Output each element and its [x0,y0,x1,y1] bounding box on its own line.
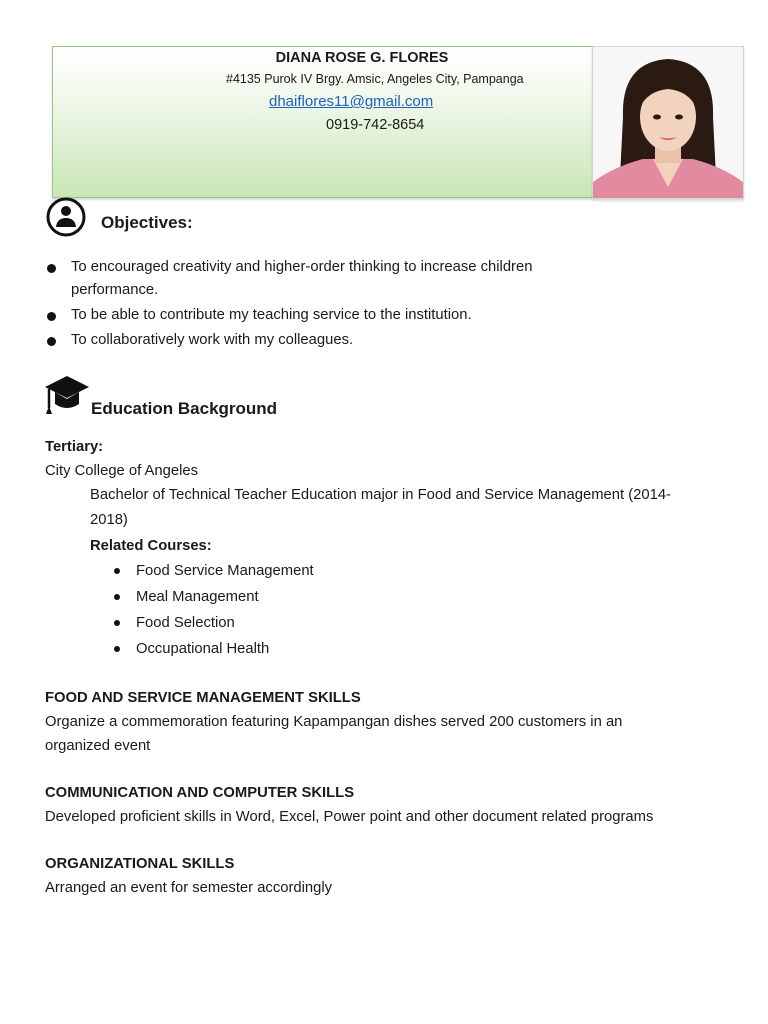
applicant-name: DIANA ROSE G. FLORES [275,50,449,66]
list-item [45,304,605,327]
list-item [112,636,314,662]
degree-line: Bachelor of Technical Teacher Education major in Food and Service Management (2014- [90,487,671,503]
skill-description: organized event [45,738,151,754]
applicant-email-link[interactable]: dhaiflores11@gmail.com [269,93,434,110]
courses-label: Related Courses: [90,538,212,554]
bullet-icon [114,646,120,652]
education-level: Tertiary: [45,439,104,455]
course-name: Food Selection [136,615,235,631]
list-item [112,584,314,610]
bullet-icon [47,337,56,346]
skill-description: Organize a commemoration featuring Kapampangan dishes served 200 customers in an [45,714,623,730]
profile-photo [592,46,744,199]
bullet-icon [114,568,120,574]
objective-text: To be able to contribute my teaching service to the institution. [71,307,472,323]
courses-list [112,558,314,662]
objective-text: performance. [71,282,159,298]
user-circle-icon [45,196,87,243]
bullet-icon [114,594,120,600]
education-heading: Education Background [91,399,278,418]
bullet-icon [47,264,56,273]
skill-heading: COMMUNICATION AND COMPUTER SKILLS [45,785,355,801]
objective-text: To encouraged creativity and higher-order thinking to increase children [71,259,533,275]
school-name: City College of Angeles [45,463,198,479]
course-name: Meal Management [136,589,259,605]
skill-description: Developed proficient skills in Word, Excel, Power point and other document related programs [45,809,654,825]
applicant-phone: 0919-742-8654 [326,117,425,133]
degree-line: 2018) [90,512,128,528]
course-name: Occupational Health [136,641,270,657]
bullet-icon [114,620,120,626]
list-item [112,558,314,584]
skill-description: Arranged an event for semester accordingly [45,880,333,896]
list-item [112,610,314,636]
applicant-address: #4135 Purok IV Brgy. Amsic, Angeles City, Pampanga [226,72,524,86]
objective-text: To collaboratively work with my colleagues. [71,332,354,348]
course-name: Food Service Management [136,563,314,579]
graduation-cap-icon [44,374,90,423]
objectives-heading: Objectives: [101,213,193,232]
bullet-icon [47,312,56,321]
list-item [45,329,605,352]
skill-heading: FOOD AND SERVICE MANAGEMENT SKILLS [45,690,361,706]
skill-heading: ORGANIZATIONAL SKILLS [45,856,235,872]
objectives-list [45,256,605,354]
header-banner [52,46,593,198]
list-item [45,256,605,302]
